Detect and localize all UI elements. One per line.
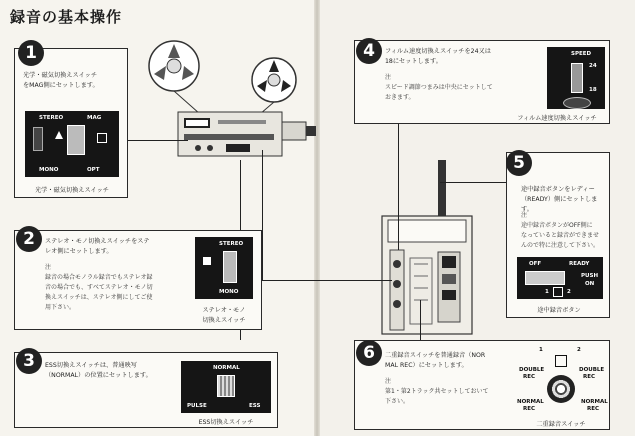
recorder-illustration [376,160,486,340]
panel-label-off: OFF [529,261,542,267]
panel-label-ess: ESS [249,403,261,409]
panel-label-normal-right: NORMAL [581,399,608,405]
panel-label-rec-normal-right: REC [587,406,600,412]
panel-label-normal: NORMAL [213,365,240,371]
step-3-text-line-2: （NORMAL）の位置にセットします。 [45,372,152,379]
film-speed-switch-panel [547,47,605,109]
double-recording-switch-panel [517,345,608,415]
knob-top-marker [555,355,567,367]
step-2-number: 2 [16,226,42,252]
handle [438,160,446,218]
panel-label-stereo: STEREO [219,241,244,247]
step-5-text-line-2: （READY）側にセットします。 [521,196,598,213]
ess-switch-lever[interactable] [217,375,235,397]
panel-label-ready: READY [569,261,590,267]
step-3-caption: ESS切換えスイッチ [198,419,254,426]
mag-switch-lever[interactable] [67,125,85,155]
step-5-note-line-2: なっていると録音ができませ [521,232,600,239]
step-6-text-line-2: MAL REC）にセットします。 [385,362,468,369]
step-1-caption: 光学・磁気切換えスイッチ [34,187,109,194]
step-2-caption-line-2: 切換えスイッチ [202,317,246,324]
step-2-note-line-2: 音の場合でも、すべてステレオ・モノ切 [45,284,153,291]
indicator-square [97,133,107,143]
panel-label-double-right: DOUBLE [579,367,605,373]
step-4-box [354,40,610,124]
panel-label-normal-left: NORMAL [517,399,544,405]
stereo-switch-lever [33,127,43,151]
panel-label-mag: MAG [87,115,102,121]
step-4-note-label: 注 [385,74,392,81]
film-speed-switch-lever[interactable] [571,63,583,93]
step-6-note-line-1: 第1・第2トラック共セットしておいて [385,388,489,395]
connector-line-1 [128,140,188,141]
panel-label-18: 18 [589,87,597,93]
step-2-note-line-1: 録音の場合モノラル録音でもステレオ録 [45,274,153,281]
step-1-text-line-2: をMAG側にセットします。 [23,82,99,89]
step-6-box [354,340,610,430]
step-3-text-line-1: ESS切換えスイッチは、普通映写 [45,362,137,369]
panel-label-speed: SPEED [571,51,592,57]
step-1-number: 1 [18,40,44,66]
mid-recording-button-panel [517,257,603,299]
panel-label-24: 24 [589,63,597,69]
connector-line-3 [262,280,392,281]
step-6-note-line-2: 下さい。 [385,398,410,405]
track-selector-knob[interactable] [547,375,575,403]
step-6-note-label: 注 [385,378,392,385]
step-3-box [14,352,278,428]
step-4-text-line-2: 18にセットします。 [385,58,442,65]
step-6-number: 6 [356,340,382,366]
step-2-caption-line-1: ステレオ・モノ [202,307,246,314]
connector-line-6 [440,182,506,183]
step-6-text-line-1: 二重録音スイッチを普通録音（NOR [385,352,486,359]
speed-knob [563,97,591,109]
mid-recording-button[interactable] [525,271,565,285]
stereo-mono-switch-lever[interactable] [223,251,237,283]
panel-label-rec-right: REC [583,374,596,380]
step-1-text-line-1: 光学・磁気切換えスイッチ [23,72,98,79]
step-4-number: 4 [356,38,382,64]
step-4-note-line-1: スピード調節つまみは中央にセットして [385,84,493,91]
step-2-box [14,230,262,330]
panel-label-1: 1 [539,347,543,353]
panel-label-on: ON [585,281,595,287]
page-title: 録音の基本操作 [10,8,123,26]
step-2-text-line-2: レオ側にセットします。 [45,248,113,255]
panel-label-mono: MONO [219,289,239,295]
panel-label-pulse: PULSE [187,403,207,409]
step-4-text-line-1: フィルム速度切換えスイッチを24又は [385,48,491,55]
panel-label-2: 2 [567,289,571,295]
step-4-note-line-2: おきます。 [385,94,415,101]
step-5-text-line-1: 途中録音ボタンをレディー [521,186,595,193]
arrow-up-icon [55,131,63,139]
panel-label-mono: MONO [39,167,59,173]
step-2-note-line-3: 換えスイッチは、ステレオ側にしてご使 [45,294,153,301]
ess-switch-panel [181,361,271,413]
panel-label-opt: OPT [87,167,100,173]
panel-label-push: PUSH [581,273,599,279]
step-5-note-line-1: 途中録音ボタンがOFF側に [521,222,593,229]
panel-label-double-left: DOUBLE [519,367,545,373]
step-2-note-line-4: 用下さい。 [45,304,76,311]
step-6-caption: 二重録音スイッチ [536,421,586,428]
step-5-caption: 途中録音ボタン [537,307,581,314]
projector-illustration [140,36,316,166]
ready-marker [553,287,563,297]
panel-label-2: 2 [577,347,581,353]
speaker-icon [203,257,211,265]
step-4-caption: フィルム速度切換えスイッチ [517,115,597,122]
step-3-number: 3 [16,348,42,374]
step-5-box [506,152,610,318]
step-1-box [14,48,128,198]
optical-magnetic-switch-panel [25,111,119,177]
step-2-text-line-1: ステレオ・モノ切換えスイッチをステ [45,238,150,245]
step-5-number: 5 [506,150,532,176]
stereo-mono-switch-panel [195,237,253,299]
connector-line-2 [262,150,263,280]
panel-label-rec-normal-left: REC [523,406,536,412]
panel-label-1: 1 [545,289,549,295]
step-5-note-line-3: んので特に注意して下さい。 [521,242,600,249]
panel-label-rec-left: REC [523,374,536,380]
step-5-note-label: 注 [521,212,528,219]
panel-label-stereo: STEREO [39,115,64,121]
step-2-note-label: 注 [45,264,52,271]
